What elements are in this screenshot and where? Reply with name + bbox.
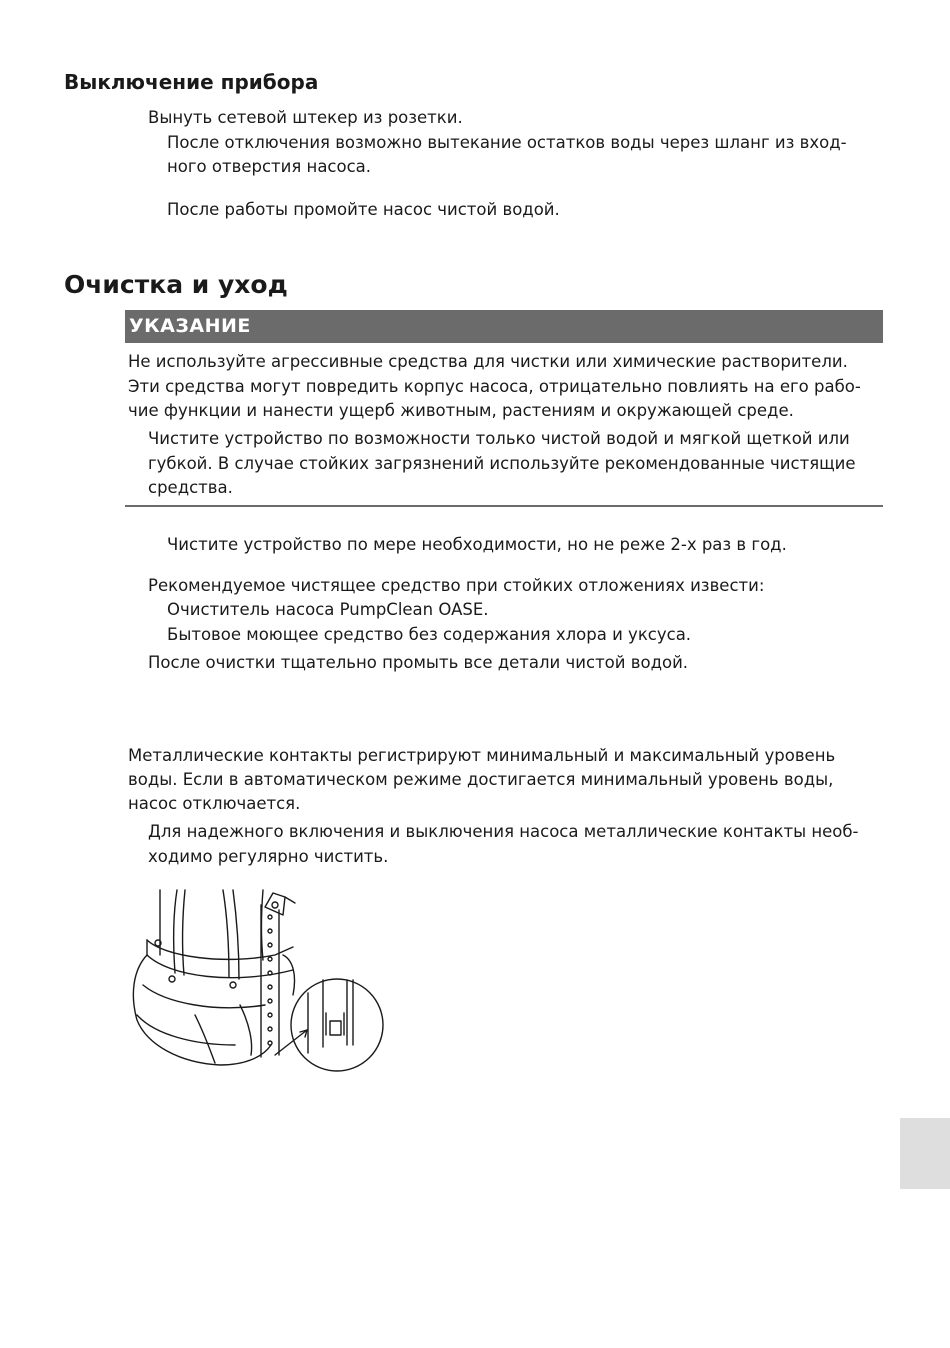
cleaning-heading: Очистка и уход: [64, 270, 288, 299]
after-work-note: После работы промойте насос чистой водой.: [167, 200, 560, 219]
notice-advice-line-3: средства.: [148, 478, 233, 497]
cleaning-frequency: Чистите устройство по мере необходимости, но не реже 2-х раз в год.: [167, 535, 787, 554]
contacts-instruction-line-1: Для надежного включения и выключения насоса металлические контакты необ-: [148, 822, 859, 841]
notice-warning-line-1: Не используйте агрессивные средства для чистки или химические растворители.: [128, 352, 848, 371]
notice-advice-line-2: губкой. В случае стойких загрязнений используйте рекомендованные чистящие: [148, 454, 856, 473]
switch-off-note-line-1: После отключения возможно вытекание остатков воды через шланг из вход-: [167, 133, 847, 152]
switch-off-note-line-2: ного отверстия насоса.: [167, 157, 372, 176]
switch-off-step: Вынуть сетевой штекер из розетки.: [148, 108, 463, 127]
contacts-description-line-1: Металлические контакты регистрируют минимальный и максимальный уровень: [128, 746, 836, 765]
page-edge-tab: [900, 1118, 950, 1189]
notice-warning-line-2: Эти средства могут повредить корпус насоса, отрицательно повлиять на его рабо-: [128, 377, 861, 396]
notice-warning-line-3: чие функции и нанести ущерб животным, растениям и окружающей среде.: [128, 401, 794, 420]
pump-contacts-illustration: [125, 885, 395, 1080]
rinse-instruction: После очистки тщательно промыть все детали чистой водой.: [148, 653, 689, 672]
switch-off-heading: Выключение прибора: [64, 70, 319, 94]
contacts-description-line-2: воды. Если в автоматическом режиме достигается минимальный уровень воды,: [128, 770, 834, 789]
notice-banner: [125, 310, 883, 343]
contacts-description-line-3: насос отключается.: [128, 794, 301, 813]
notice-bottom-rule: [125, 505, 883, 507]
notice-label: УКАЗАНИЕ: [129, 315, 251, 337]
notice-advice-line-1: Чистите устройство по возможности только чистой водой и мягкой щеткой или: [148, 429, 850, 448]
contacts-instruction-line-2: ходимо регулярно чистить.: [148, 847, 389, 866]
recommended-item-2: Бытовое моющее средство без содержания хлора и уксуса.: [167, 625, 692, 644]
recommended-item-1: Очиститель насоса PumpClean OASE.: [167, 600, 489, 619]
recommended-intro: Рекомендуемое чистящее средство при стойких отложениях извести:: [148, 576, 765, 595]
